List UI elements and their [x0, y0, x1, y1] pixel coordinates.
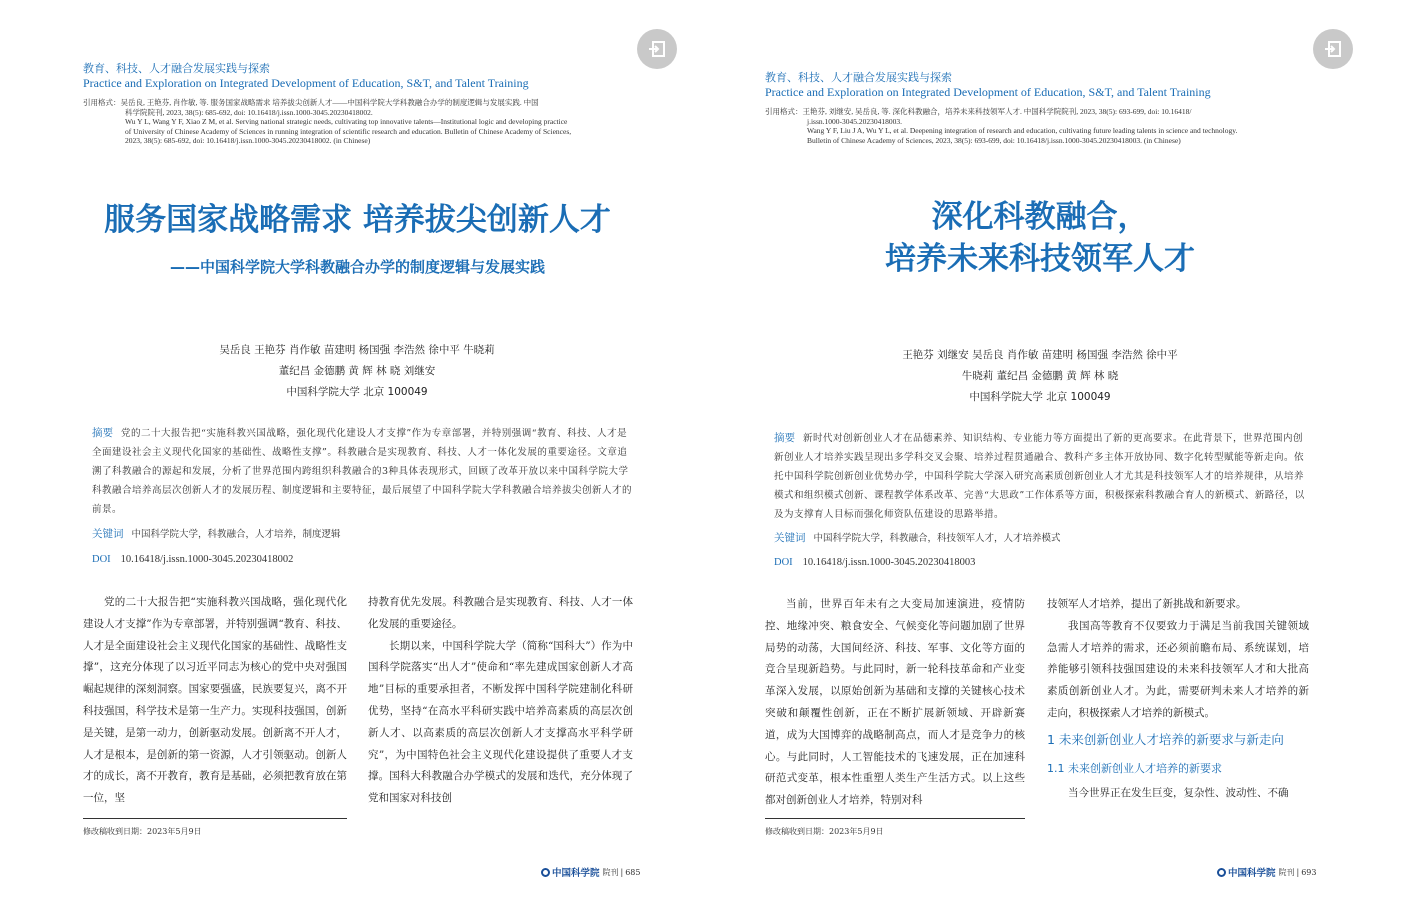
logo-icon — [541, 868, 550, 877]
page-footer — [541, 865, 641, 879]
journal-logo — [541, 865, 600, 879]
paragraph: 技领军人才培养，提出了新挑战和新要求。 — [1047, 598, 1247, 610]
keywords — [774, 529, 1309, 548]
paragraph: 当前，世界百年未有之大变局加速演进，疫情防控、地缘冲突、粮食安全、气候变化等问题加剧了世界局势的动荡，大国间经济、科技、军事、文化等方面的竞合呈现新趋势。与此同时，新一轮科技革命和产业变革深入发展，以原始创新为基础和支撑的关键核心技术突破和颠覆性创新，正在不断扩展新领域、开辟新赛道，成为大国博弈的战略制高点，而人才是竞争力的核心。与此同时，人工智能技术的飞速发展，正在加速科研范式变革，根本性重塑人类生产生活方式。以上这些都对创新创业人才培养，特别对科 — [765, 598, 1025, 807]
abstract — [774, 429, 1309, 524]
footnote: 修改稿收到日期：2023年5月9日 — [765, 827, 884, 836]
logo-icon — [1217, 868, 1226, 877]
citation-cn-1: 引用格式：王艳芬, 刘继安, 吴岳良, 等. 深化科教融合，培养未来科技领军人才. 中国科学院院刊, 2023, 38(5): 693-699, doi: 10.16418/ — [765, 107, 1192, 116]
paragraph: 长期以来，中国科学院大学（简称“国科大”）作为中国科学院落实“出人才”使命和“率先建成国家创新人才高地”目标的重要承担者，不断发挥中国科学院建制化科研优势，坚持“在高水平科研实践中培养高素质的高层次创新人才、以高素质的高层次创新人才支撑高水平科学研究”，为中国特色社会主义现代化建设提供了重要人才支撑。国科大科教融合办学模式的发展和迭代，充分体现了党和国家对科技创 — [368, 639, 633, 805]
citation-en-2: of University of Chinese Academy of Sciences in running integration of scientific research and education. Bulletin of Chinese Academy of Sciences, — [125, 126, 572, 136]
body-column-2 — [368, 592, 633, 812]
citation-en-1: Wu Y L, Wang Y F, Xiao Z M, et al. Serving national strategic needs, cultivating top innovative talents—Institutional logic and developing practice — [125, 117, 568, 126]
citation-en-2: Bulletin of Chinese Academy of Sciences, 2023, 38(5): 693-699, doi: 10.16418/j.issn.1000-3045.20230418003. (in Chinese) — [807, 135, 1181, 145]
header-en: Practice and Exploration on Integrated Development of Education, S&T, and Talent Training — [83, 76, 529, 90]
authors-line-2: 牛晓莉 董纪昌 金德鹏 黄 辉 林 晓 — [961, 370, 1119, 382]
title-line-2: 培养未来科技领军人才 — [885, 241, 1195, 277]
journal-header — [83, 62, 643, 146]
citation-cn-1: 引用格式：吴岳良, 王艳芬, 肖作敏, 等. 服务国家战略需求 培养拔尖创新人才——中国科学院大学科教融合办学的制度逻辑与发展实践. 中国 — [83, 98, 539, 107]
page-number: 685 — [625, 867, 641, 877]
affiliation: 中国科学院大学 北京 100049 — [286, 386, 428, 398]
keywords-label: 关键词 — [774, 532, 806, 544]
authors-line-2: 董纪昌 金德鹏 黄 辉 林 晓 刘继安 — [278, 365, 436, 377]
body-column-1 — [83, 592, 347, 812]
abstract-text: 党的二十大报告把“实施科教兴国战略，强化现代化建设人才支撑”作为专章部署，并特别强调“教育、科技、人才是全面建设社会主义现代化国家的基础性、战略性支撑”。科教融合是实现教育、科技、人才一体化发展的重要途径。文章追溯了科教融合的源起和发展，分析了世界范围内跨组织科教融合的3种具体表现形式，回顾了改革开放以来中国科学院大学科教融合培养高层次创新人才的发展历程、制度逻辑和主要特征，最后展望了中国科学院大学科教融合培养拔尖创新人才的前景。 — [92, 428, 633, 515]
exit-button[interactable] — [637, 29, 677, 69]
logo-text: 中国科学院 — [1228, 868, 1276, 879]
authors-line-1: 王艳芬 刘继安 吴岳良 肖作敏 苗建明 杨国强 李浩然 徐中平 — [902, 349, 1178, 361]
footer-label: 院刊 — [602, 867, 619, 877]
paragraph: 持教育优先发展。科教融合是实现教育、科技、人才一体化发展的重要途径。 — [368, 596, 633, 630]
section-heading: 1 未来创新创业人才培养的新要求与新走向 — [1047, 731, 1284, 747]
right-page — [707, 0, 1414, 912]
page-number: 693 — [1301, 867, 1317, 877]
journal-header — [765, 71, 1325, 145]
paragraph: 党的二十大报告把“实施科教兴国战略，强化现代化建设人才支撑”作为专章部署，并特别强调“教育、科技、人才是全面建设社会主义现代化国家的基础性、战略性支撑”，这充分体现了以习近平同志为核心的党中央对强国崛起规律的深刻洞察。国家要强盛，民族要复兴，离不开科技强国，科学技术是第一生产力。实现科技强国，创新是关键，是第一动力，创新驱动发展。创新离不开人才，人才是根本，是创新的第一资源，人才引领驱动。创新人才的成长，离不开教育，教育是基础，必须把教育放在第一位，坚 — [83, 596, 347, 805]
page-footer — [1217, 865, 1317, 879]
citation-cn-2: 科学院院刊, 2023, 38(5): 685-692, doi: 10.16418/j.issn.1000-3045.20230418002. — [125, 107, 373, 117]
affiliation: 中国科学院大学 北京 100049 — [969, 391, 1111, 403]
keywords-text: 中国科学院大学，科教融合，人才培养，制度逻辑 — [131, 529, 341, 540]
abstract-label: 摘要 — [774, 432, 795, 444]
logo-text: 中国科学院 — [552, 868, 600, 879]
abstract-label: 摘要 — [92, 427, 113, 439]
article-subtitle: ——中国科学院大学科教融合办学的制度逻辑与发展实践 — [169, 258, 545, 276]
doi — [92, 550, 632, 569]
authors — [765, 345, 1315, 408]
doi-text: 10.16418/j.issn.1000-3045.20230418003 — [802, 557, 976, 568]
abstract — [92, 424, 632, 519]
journal-logo — [1217, 865, 1276, 879]
subsection-heading: 1.1 未来创新创业人才培养的新要求 — [1047, 761, 1222, 775]
doi — [774, 553, 1309, 572]
citation — [83, 98, 643, 146]
doi-label: DOI — [774, 557, 793, 568]
exit-button[interactable] — [1313, 29, 1353, 69]
footer-separator: | — [620, 867, 624, 877]
header-cn: 教育、科技、人才融合发展实践与探索 — [765, 71, 952, 84]
citation — [765, 107, 1325, 145]
authors-line-1: 吴岳良 王艳芬 肖作敏 苗建明 杨国强 李浩然 徐中平 牛晓莉 — [219, 344, 495, 356]
header-cn: 教育、科技、人才融合发展实践与探索 — [83, 62, 270, 75]
abstract-text: 新时代对创新创业人才在品德素养、知识结构、专业能力等方面提出了新的更高要求。在此背景下，世界范围内创新创业人才培养实践呈现出多学科交叉会聚、培养过程贯通融合、教科产多主体开放协同、数字化转型赋能等新走向。依托中国科学院创新创业优势办学，中国科学院大学深入研究高素质创新创业人才尤其是科技领军人才的培养规律，从培养模式和组织模式创新、课程教学体系改革、完善“大思政”工作体系等方面，积极探索科教融合育人的新模式、新路径，以及为支撑育人目标而强化师资队伍建设的思路举措。 — [774, 433, 1305, 520]
footnote: 修改稿收到日期：2023年5月9日 — [83, 827, 202, 836]
footer-separator: | — [1296, 867, 1300, 877]
doi-label: DOI — [92, 554, 111, 565]
paragraph: 当今世界正在发生巨变，复杂性、波动性、不确 — [1068, 786, 1289, 799]
doi-text: 10.16418/j.issn.1000-3045.20230418002 — [120, 554, 294, 565]
article-title: 服务国家战略需求 培养拔尖创新人才 — [104, 202, 611, 238]
footer-label: 院刊 — [1278, 867, 1295, 877]
exit-icon — [1323, 39, 1343, 59]
citation-en-3: 2023, 38(5): 685-692, doi: 10.16418/j.issn.1000-3045.20230418002. (in Chinese) — [125, 136, 371, 145]
footnote-divider — [765, 818, 1025, 819]
authors — [83, 340, 631, 403]
keywords-text: 中国科学院大学，科教融合，科技领军人才，人才培养模式 — [813, 533, 1061, 544]
footnote-divider — [83, 818, 347, 819]
citation-en-1: Wang Y F, Liu J A, Wu Y L, et al. Deepening integration of research and education, cultivating future leading talents in science and technology. — [807, 126, 1238, 135]
article-title — [765, 196, 1315, 280]
body-column-1 — [765, 594, 1025, 812]
keywords-label: 关键词 — [92, 528, 124, 540]
citation-cn-2: j.issn.1000-3045.20230418003. — [807, 116, 903, 126]
paragraph: 我国高等教育不仅要致力于满足当前我国关键领域急需人才培养的需求，还必须前瞻布局、系统谋划，培养能够引领科技强国建设的未来科技领军人才和大批高素质创新创业人才。为此，需要研判未来人才培养的新走向，积极探索人才培养的新模式。 — [1047, 619, 1309, 719]
keywords — [92, 525, 632, 544]
title-line-1: 深化科教融合， — [931, 199, 1149, 235]
exit-icon — [647, 39, 667, 59]
body-column-2 — [1047, 594, 1309, 812]
header-en: Practice and Exploration on Integrated Development of Education, S&T, and Talent Training — [765, 85, 1211, 99]
